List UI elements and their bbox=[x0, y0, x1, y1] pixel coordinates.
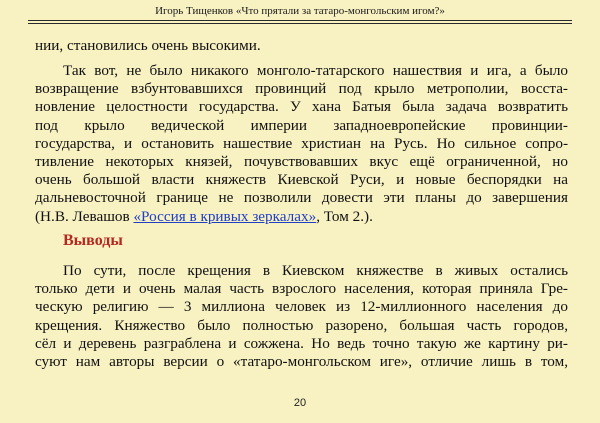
text-line: очень большой власти княжеств Киевской Руси, и новые беспорядки на bbox=[35, 171, 568, 189]
header-rule-thick bbox=[28, 20, 572, 21]
running-header: Игорь Тищенков «Что прятали за татаро-монгольским игом?» bbox=[155, 5, 445, 17]
paragraph-main-argument bbox=[35, 62, 568, 226]
section-heading: Выводы bbox=[63, 232, 123, 249]
text-line: новление целостности государства. У хана Батыя была задача возвратить bbox=[35, 98, 568, 116]
citation-prefix: (Н.В. Левашов bbox=[35, 207, 134, 225]
text-line: государства, и остановить нашествие христиан на Русь. Но сильное сопро- bbox=[35, 134, 568, 152]
text-line: нии, становились очень высокими. bbox=[35, 37, 261, 54]
paragraph-conclusions bbox=[35, 262, 568, 371]
text-line: Так вот, не было никакого монголо-татарского нашествия и ига, а было bbox=[63, 62, 568, 79]
text-line: только дети и очень малая часть взрослого населения, которая приняла Гре- bbox=[35, 280, 568, 298]
text-line: ческую религию — 3 миллиона человек из 12-миллионного населения до bbox=[35, 298, 568, 316]
paragraph-continuation bbox=[35, 37, 568, 55]
citation-link[interactable]: «Россия в кривых зеркалах» bbox=[133, 207, 317, 225]
text-line: сёл и деревень разграблена и сожжена. Но ведь точно такую же картину ри- bbox=[35, 334, 568, 352]
text-line: возвращение взбунтовавшихся провинций под крыло метрополии, восста- bbox=[35, 80, 568, 98]
text-line: тивление некоторых князей, почувствовавших вкус ещё ограниченной, но bbox=[35, 152, 568, 170]
text-line: суют нам авторы версии о «татаро-монгольском иге», отличие лишь в том, bbox=[35, 352, 568, 370]
text-line: По сути, после крещения в Киевском княжестве в живых остались bbox=[63, 262, 568, 279]
text-line: крещения. Княжество было полностью разорено, большая часть городов, bbox=[35, 316, 568, 334]
citation-suffix: , Том 2.). bbox=[316, 207, 373, 225]
citation-line bbox=[35, 208, 568, 226]
text-line: под крыло ведической империи западноевропейские провинции- bbox=[35, 116, 568, 134]
text-line: дальневосточной границе не позволили довести эти планы до завершения bbox=[35, 189, 568, 207]
page-number: 20 bbox=[293, 397, 307, 409]
header-rule-thin bbox=[28, 23, 572, 24]
